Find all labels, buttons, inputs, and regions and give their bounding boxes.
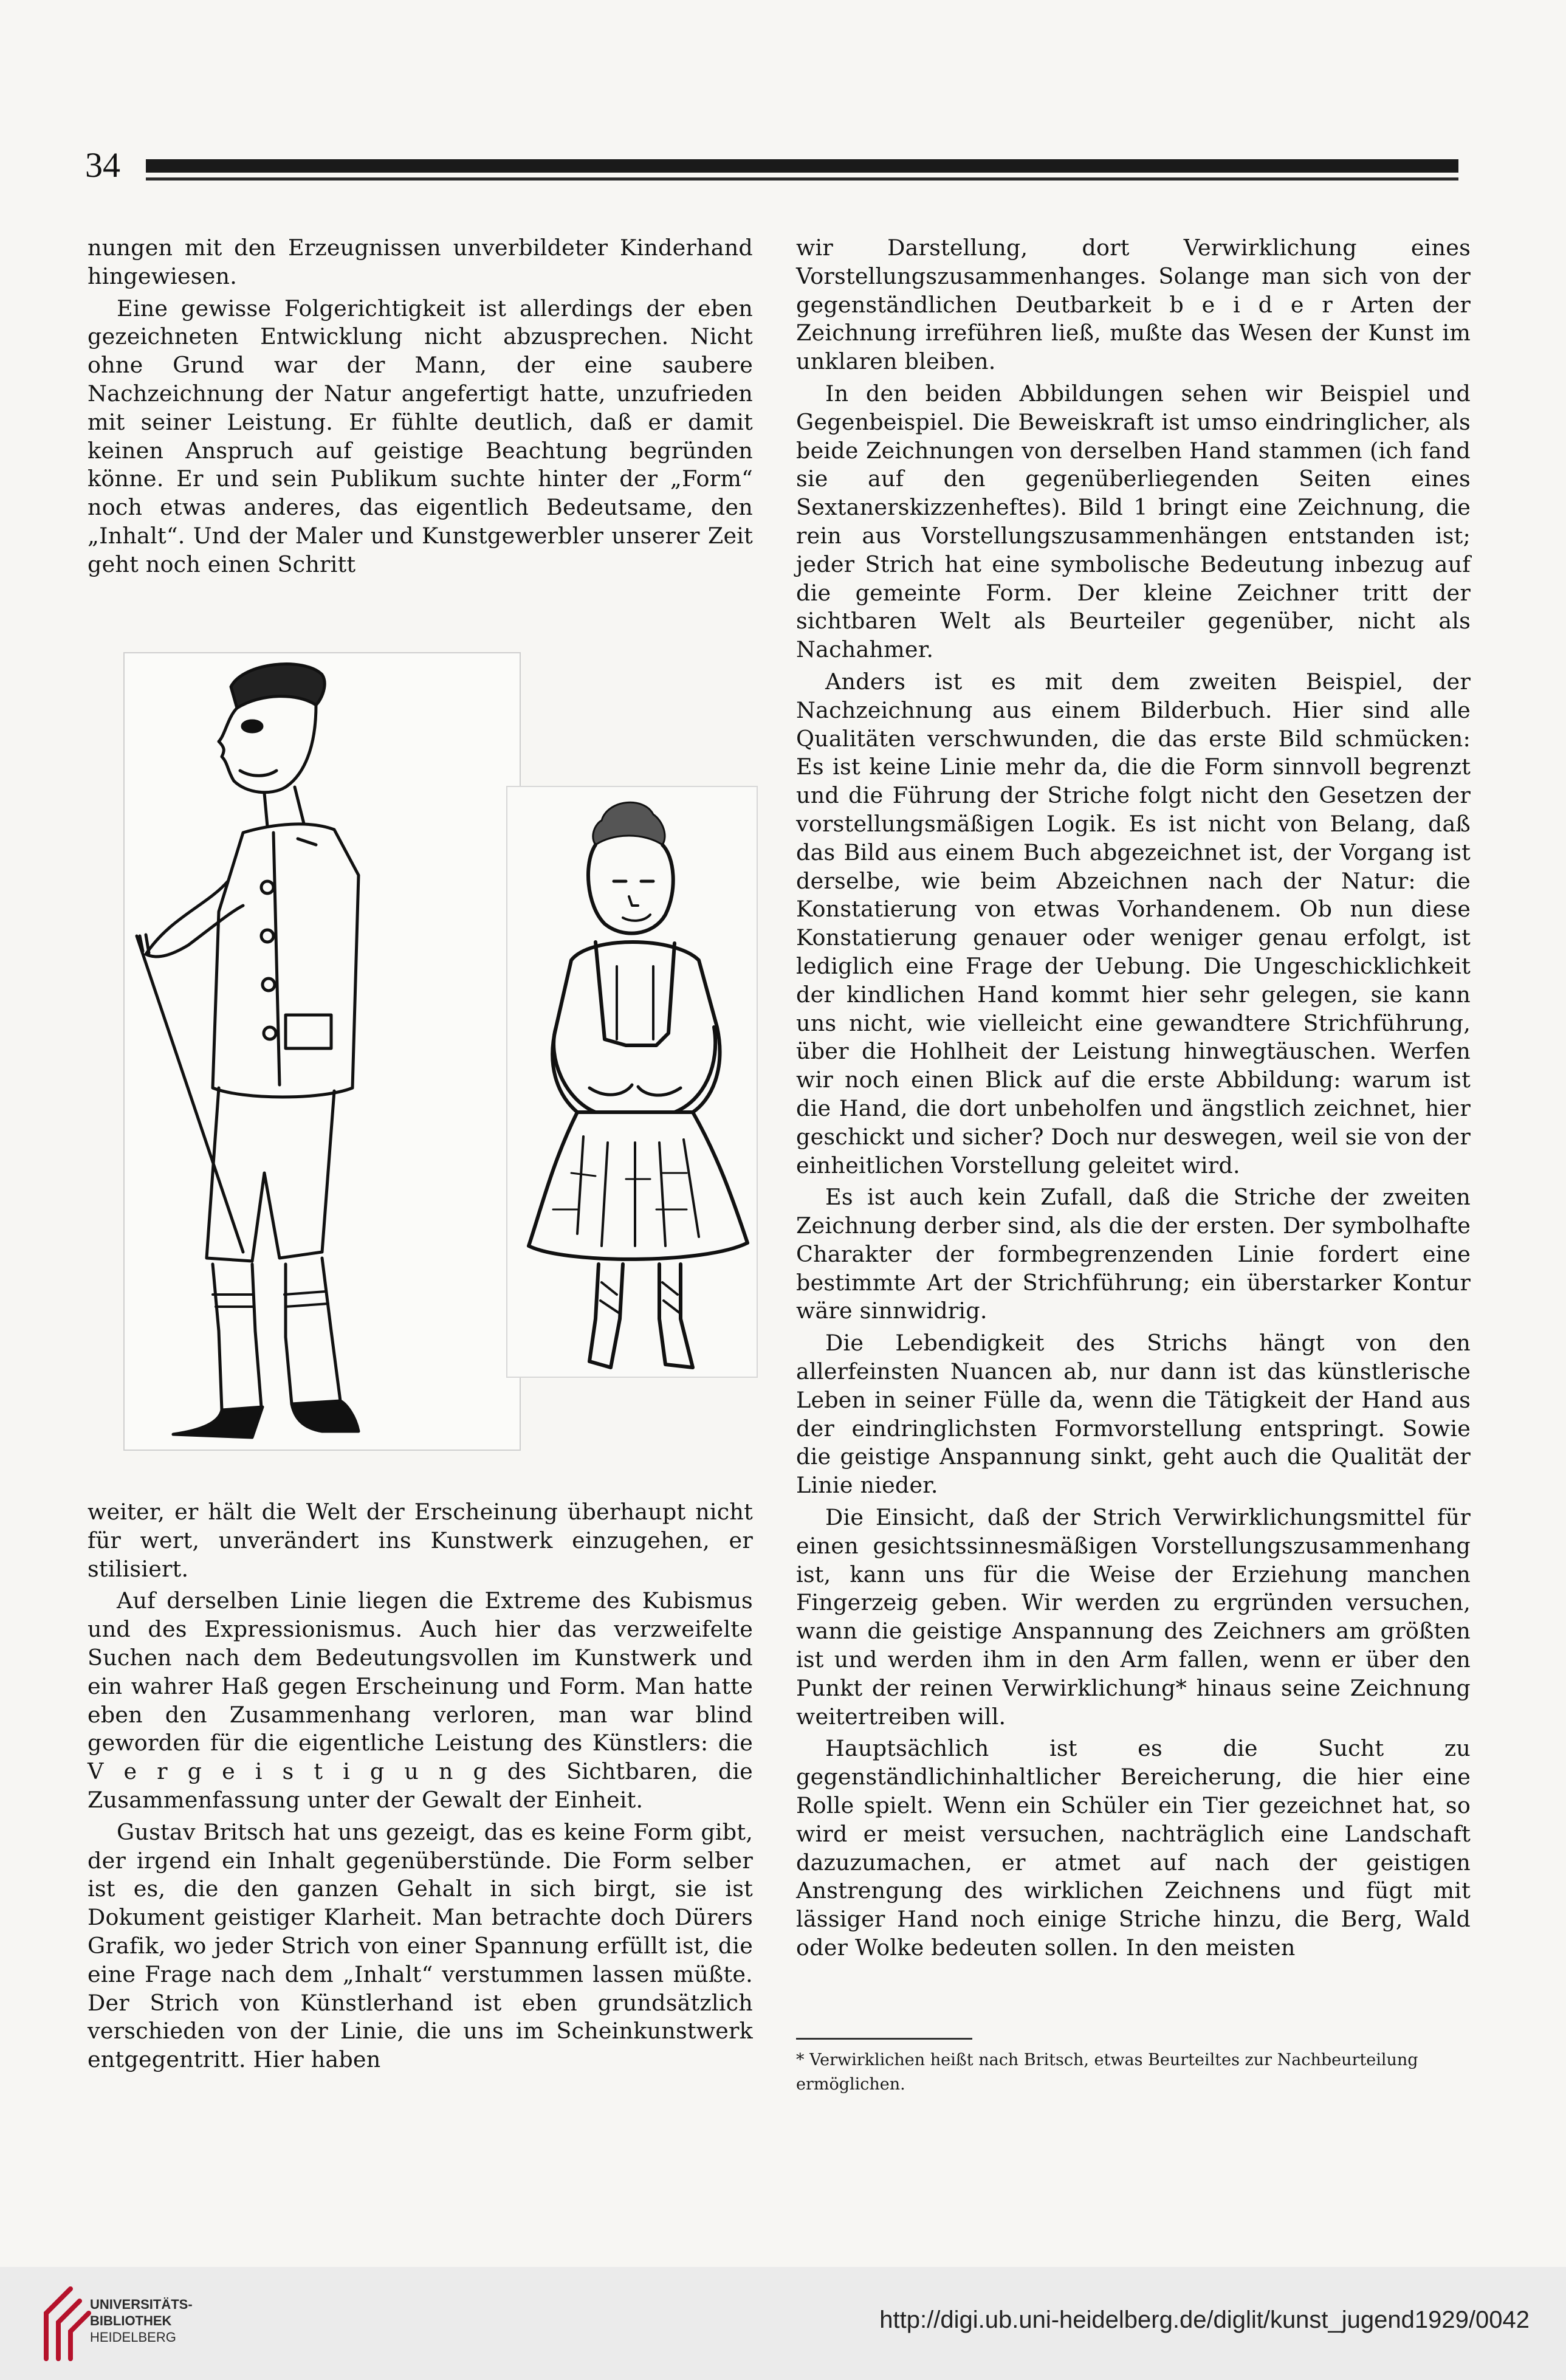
paragraph: weiter, er hält die Welt der Erscheinung überhaupt nicht für wert, unverändert ins Kunstwerk einzugehen, er stilisiert. — [88, 1499, 753, 1582]
source-url-link[interactable]: http://digi.ub.uni-heidelberg.de/diglit/kunst_jugend1929/0042 — [879, 2306, 1530, 2333]
paragraph: wir Darstellung, dort Verwirklichung eines Vorstellungszusammenhanges. Solange man sich von der gegenständlichen Deutbarkeit b e i d e r Arten der Zeichnung irreführen ließ, mußte das Wesen der Kunst im unklaren bleiben. — [796, 235, 1471, 375]
logo-line: HEIDELBERG — [90, 2330, 176, 2345]
library-logo-icon — [34, 2283, 95, 2365]
paragraph: Anders ist es mit dem zweiten Beispiel, der Nachzeichnung aus einem Bilderbuch. Hier sind alle Qualitäten verschwunden, die das erste Bild schmücken: Es ist keine Linie mehr da, die die Form sinnvoll begrenzt und die Führung der Striche folgt nicht den Gesetzen der vorstellungsmäßigen Logik. Es ist nicht von Belang, daß das Bild aus einem Buch abgezeichnet ist, der Vorgang ist derselbe, wie beim Abzeichnen nach der Natur: die Konstatierung von etwas Vorhandenem. Ob nun diese Konstatierung genauer oder weniger genau erfolgt, ist lediglich eine Frage der Uebung. Die Ungeschicklichkeit der kindlichen Hand kommt hier sehr gelegen, sie kann uns nicht, wie vielleicht eine gewandtere Strichführung, über die Hohlheit der Leistung hinwegtäuschen. Werfen wir noch einen Blick auf die erste Abbildung: warum ist die Hand, die dort unbeholfen und ängstlich zeichnet, hier geschickt und sicher? Doch nur deswegen, weil sie von der einheitlichen Vorstellung geleitet wird. — [796, 668, 1471, 1178]
paragraph: Die Lebendigkeit des Strichs hängt von den allerfeinsten Nuancen ab, nur dann ist das künstlerische Leben in seiner Fülle da, wenn die Tätigkeit der Hand aus der eindringlichsten Formvorstellung entspringt. Sowie die geistige Anspannung sinkt, geht auch die Qualität der Linie nieder. — [796, 1330, 1471, 1499]
paragraph: In den beiden Abbildungen sehen wir Beispiel und Gegenbeispiel. Die Beweiskraft ist umso eindringlicher, als beide Zeichnungen von derselben Hand stammen (ich fand sie auf den gegenüberliegenden Seiten eines Sextanerskizzenheftes). Bild 1 bringt eine Zeichnung, die rein aus Vorstellungszusammenhängen entstanden ist; jeder Strich hat eine symbolische Bedeutung inbezug auf die gemeinte Form. Der kleine Zeichner tritt der sichtbaren Welt als Beurteiler gegenüber, nicht als Nachahmer. — [796, 380, 1471, 663]
left-column-top — [88, 234, 753, 579]
footnote: * Verwirklichen heißt nach Britsch, etwas Beurteiltes zur Nachbeurteilung ermöglichen. — [796, 2051, 1418, 2094]
paragraph: Hauptsächlich ist es die Sucht zu gegenständlichinhaltlicher Bereicherung, die hier eine Rolle spielt. Wenn ein Schüler ein Tier gezeichnet hat, so wird er meist versuchen, nachträglich eine Landschaft dazuzumachen, er atmet auf nach der geistigen Anstrengung des wirklichen Zeichnens und fügt mit lässiger Hand noch einige Striche hinzu, die Berg, Wald oder Wolke bedeuten sollen. In den meisten — [796, 1735, 1471, 1961]
logo-line: BIBLIOTHEK — [90, 2313, 172, 2328]
library-logo-text — [90, 2296, 193, 2345]
paragraph: Die Einsicht, daß der Strich Verwirklichungsmittel für einen gesichtssinnesmäßigen Vorstellungszusammenhang ist, kann uns für die Weise der Erziehung manchen Fingerzeig geben. Wir werden zu ergründen versuchen, wann die geistige Anspannung des Zeichners am größten ist und werden ihm in den Arm fallen, wenn er über den Punkt der reinen Verwirklichung* hinaus seine Zeichnung weitertreiben will. — [796, 1504, 1471, 1730]
header-rule-thick — [146, 159, 1458, 173]
right-column — [796, 234, 1471, 1962]
paragraph: Auf derselben Linie liegen die Extreme des Kubismus und des Expressionismus. Auch hier das verzweifelte Suchen nach dem Bedeutungsvollen im Kunstwerk und ein wahrer Haß gegen Erscheinung und Form. Man hatte eben den Zusammenhang verloren, man war blind geworden für die eigentliche Leistung des Künstlers: die V e r g e i s t i g u n g des Sichtbaren, die Zusammenfassung unter der Gewalt der Einheit. — [88, 1587, 753, 1813]
figure-2-girl-drawing — [504, 784, 760, 1380]
header-rule-thin — [146, 177, 1458, 181]
paragraph: nungen mit den Erzeugnissen unverbildeter Kinderhand hingewiesen. — [88, 235, 753, 289]
paragraph: Es ist auch kein Zufall, daß die Striche der zweiten Zeichnung derber sind, als die der ersten. Der symbolhafte Charakter der formbegrenzenden Linie fordert eine bestimmte Art der Strichführung; ein überstarker Kontur wäre sinnwidrig. — [796, 1184, 1471, 1324]
paragraph: Eine gewisse Folgerichtigkeit ist allerdings der eben gezeichneten Entwicklung nicht abzusprechen. Nicht ohne Grund war der Mann, der eine saubere Nachzeichnung der Natur angefertigt hatte, unzufrieden mit seiner Leistung. Er fühlte deutlich, daß er damit keinen Anspruch auf geistige Beachtung begründen könne. Er und sein Publikum suchte hinter der „Form“ noch etwas anderes, das eigentlich Bedeutsame, den „Inhalt“. Und der Maler und Kunstgewerbler unserer Zeit geht noch einen Schritt — [88, 295, 753, 577]
figure-1-boy-drawing — [122, 650, 523, 1453]
left-column-bottom — [88, 1498, 753, 2074]
page-number: 34 — [85, 145, 120, 185]
footnote-rule — [796, 2038, 972, 2040]
logo-line: UNIVERSITÄTS- — [90, 2297, 193, 2312]
paragraph: Gustav Britsch hat uns gezeigt, das es keine Form gibt, der irgend ein Inhalt gegenüberstünde. Die Form selber ist es, die den ganzen Gehalt in sich birgt, sie ist Dokument geistiger Klarheit. Man betrachte doch Dürers Grafik, wo jeder Strich von einer Spannung erfüllt ist, die eine Frage nach dem „Inhalt“ verstummen lassen müßte. Der Strich von Künstlerhand ist eben grundsätzlich verschieden von der Linie, die uns im Scheinkunstwerk entgegentritt. Hier haben — [88, 1818, 753, 2073]
